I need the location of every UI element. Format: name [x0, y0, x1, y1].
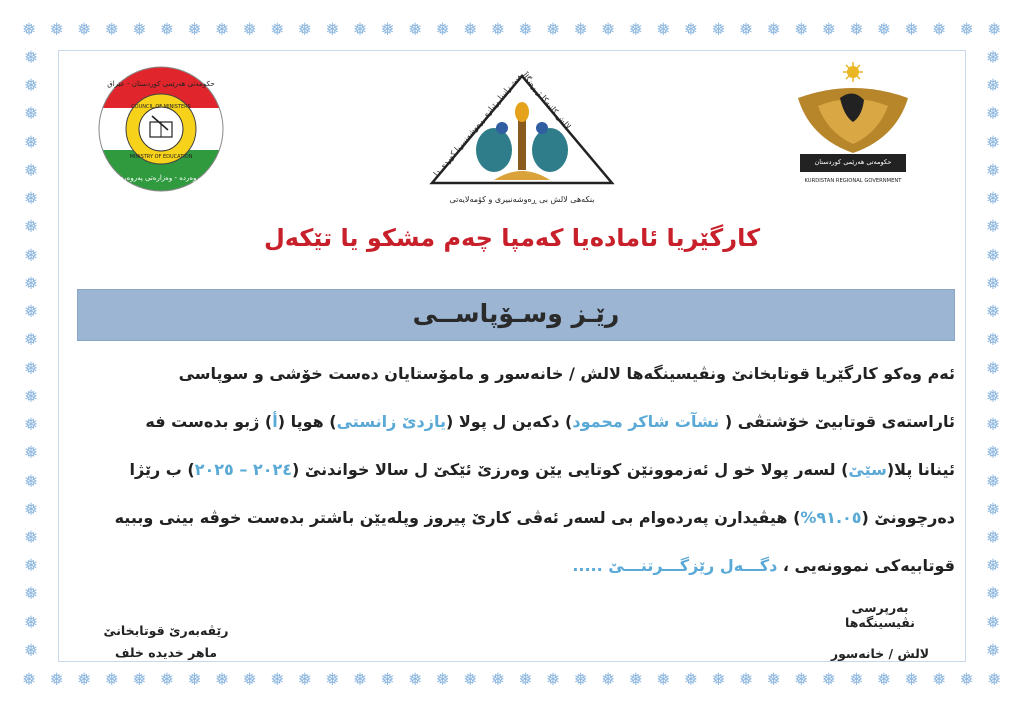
snowflake-ornament-icon: ❅	[683, 670, 699, 690]
snowflake-ornament-icon: ❅	[739, 20, 754, 40]
office-manager-signature	[820, 600, 940, 661]
certificate-title: رێـز وسـۆپاســی	[412, 299, 620, 328]
snowflake-ornament-icon: ❅	[463, 20, 478, 40]
snowflake-ornament-icon: ❅	[132, 20, 147, 40]
snowflake-ornament-icon: ❅	[656, 670, 671, 690]
snowflake-ornament-icon: ❅	[408, 20, 423, 40]
snowflake-ornament-icon: ❅	[408, 670, 423, 690]
snowflake-ornament-icon: ❅	[24, 273, 39, 294]
rank: سێێ	[848, 460, 887, 479]
decorative-border-top	[22, 22, 1002, 39]
snowflake-ornament-icon: ❅	[242, 670, 257, 690]
snowflake-ornament-icon: ❅	[325, 20, 340, 40]
snowflake-ornament-icon: ❅	[683, 20, 699, 40]
class-name: یازدێ زانستی	[336, 412, 446, 431]
snowflake-ornament-icon: ❅	[986, 302, 1001, 323]
snowflake-ornament-icon: ❅	[22, 20, 37, 40]
snowflake-ornament-icon: ❅	[22, 670, 37, 690]
snowflake-ornament-icon: ❅	[821, 20, 837, 40]
snowflake-ornament-icon: ❅	[904, 670, 919, 690]
snowflake-ornament-icon: ❅	[932, 670, 947, 690]
snowflake-ornament-icon: ❅	[986, 584, 1001, 605]
body-line-2-pre: ئاراستەی قوتابیێ خۆشتڤی (	[719, 412, 955, 431]
snowflake-ornament-icon: ❅	[656, 20, 671, 40]
snowflake-ornament-icon: ❅	[24, 443, 39, 464]
snowflake-ornament-icon: ❅	[242, 20, 257, 40]
snowflake-ornament-icon: ❅	[352, 20, 368, 40]
snowflake-ornament-icon: ❅	[159, 20, 175, 40]
snowflake-ornament-icon: ❅	[986, 443, 1001, 464]
body-line-2-post: ) ژبو بدەست فە	[145, 412, 273, 431]
body-line-1: ئەم وەكو كارگێریا قوتابخانێ ونڤیسینگەها لالش / خانەسور و مامۆستایان دەست خۆشی و سوپاسی	[178, 364, 955, 383]
snowflake-ornament-icon: ❅	[986, 527, 1001, 548]
snowflake-ornament-icon: ❅	[987, 670, 1002, 690]
snowflake-ornament-icon: ❅	[463, 670, 478, 690]
certificate-body	[95, 350, 955, 590]
lalish-center-logo	[402, 58, 642, 208]
snowflake-ornament-icon: ❅	[821, 670, 837, 690]
snowflake-ornament-icon: ❅	[932, 20, 947, 40]
snowflake-ornament-icon: ❅	[490, 670, 506, 690]
snowflake-ornament-icon: ❅	[24, 612, 39, 633]
svg-text:بنكەهى لالش بى ڕەوشەنبيرى و كۆ: بنكەهى لالش بى ڕەوشەنبيرى و كۆمەلايەتى	[449, 195, 595, 204]
snowflake-ornament-icon: ❅	[986, 499, 1001, 520]
snowflake-ornament-icon: ❅	[986, 48, 1001, 68]
snowflake-ornament-icon: ❅	[904, 20, 919, 40]
snowflake-ornament-icon: ❅	[77, 20, 92, 40]
body-line-5-text: قوتابیەكی نموونەیی ،	[777, 556, 955, 575]
snowflake-ornament-icon: ❅	[986, 415, 1001, 436]
organization-title: كارگێریا ئامادەیا كەمپا چەم مشكو یا تێكەل	[263, 224, 761, 252]
snowflake-ornament-icon: ❅	[573, 20, 588, 40]
snowflake-ornament-icon: ❅	[518, 20, 533, 40]
office-manager-title: بەرپرسی نڤیسینگەها	[845, 600, 915, 630]
body-line-4-post: ) هیڤیدارن پەردەوام بی لسەر ئەڤی كارێ پیروز وپلەیێن باشتر بدەست خوڤە بینی وببیە	[114, 508, 801, 527]
snowflake-ornament-icon: ❅	[187, 20, 202, 40]
body-line-3-post: ) ب رێژا	[129, 460, 195, 479]
snowflake-ornament-icon: ❅	[959, 670, 974, 690]
snowflake-ornament-icon: ❅	[24, 48, 39, 68]
snowflake-ornament-icon: ❅	[49, 670, 64, 690]
snowflake-ornament-icon: ❅	[986, 330, 1001, 351]
snowflake-ornament-icon: ❅	[794, 670, 809, 690]
snowflake-ornament-icon: ❅	[24, 386, 39, 407]
svg-text:لالش كانیەكا ژ ڕەنگاڵەیێ زانین: لالش كانیەكا ژ ڕەنگاڵەیێ زانینا ڕێبازی ڕەوشەنبیریا كوردی دا	[431, 71, 573, 179]
snowflake-ornament-icon: ❅	[24, 584, 39, 605]
decorative-border-right	[986, 50, 1000, 660]
snowflake-ornament-icon: ❅	[24, 302, 39, 323]
snowflake-ornament-icon: ❅	[24, 415, 39, 436]
snowflake-ornament-icon: ❅	[24, 104, 39, 125]
snowflake-ornament-icon: ❅	[986, 358, 1001, 379]
snowflake-ornament-icon: ❅	[325, 670, 340, 690]
body-line-3	[95, 446, 955, 494]
snowflake-ornament-icon: ❅	[628, 20, 643, 40]
snowflake-ornament-icon: ❅	[849, 670, 864, 690]
snowflake-ornament-icon: ❅	[490, 20, 506, 40]
body-line-2	[95, 398, 955, 446]
svg-text:MINISTRY OF EDUCATION: MINISTRY OF EDUCATION	[129, 154, 193, 160]
krg-emblem-logo	[778, 58, 928, 198]
snowflake-ornament-icon: ❅	[959, 20, 974, 40]
snowflake-ornament-icon: ❅	[380, 20, 395, 40]
snowflake-ornament-icon: ❅	[24, 640, 39, 661]
snowflake-ornament-icon: ❅	[215, 20, 230, 40]
snowflake-ornament-icon: ❅	[24, 189, 39, 210]
office-location: لالش / خانەسور	[830, 646, 930, 661]
section-letter: أ	[272, 412, 278, 431]
snowflake-ornament-icon: ❅	[986, 189, 1001, 210]
snowflake-ornament-icon: ❅	[986, 556, 1001, 577]
body-line-2-mid2: ) هوپا (	[277, 412, 337, 431]
snowflake-ornament-icon: ❅	[739, 670, 754, 690]
snowflake-ornament-icon: ❅	[24, 132, 39, 153]
snowflake-ornament-icon: ❅	[986, 160, 1001, 181]
snowflake-ornament-icon: ❅	[24, 160, 39, 181]
snowflake-ornament-icon: ❅	[986, 640, 1001, 661]
body-line-3-mid: ) لسەر پولا خو ل ئەزموونێن كوتایی یێن وەرزێ ئێكێ ل سالا خواندنێ (	[292, 460, 849, 479]
snowflake-ornament-icon: ❅	[297, 20, 313, 40]
snowflake-ornament-icon: ❅	[24, 358, 39, 379]
svg-text:KURDISTAN REGIONAL GOVERNMENT: KURDISTAN REGIONAL GOVERNMENT	[804, 178, 902, 184]
snowflake-ornament-icon: ❅	[270, 20, 285, 40]
snowflake-ornament-icon: ❅	[187, 670, 202, 690]
snowflake-ornament-icon: ❅	[24, 556, 39, 577]
ministry-of-education-logo	[92, 64, 230, 194]
snowflake-ornament-icon: ❅	[986, 132, 1001, 153]
title-banner	[77, 289, 955, 341]
snowflake-ornament-icon: ❅	[876, 20, 892, 40]
snowflake-ornament-icon: ❅	[601, 670, 616, 690]
snowflake-ornament-icon: ❅	[24, 76, 39, 97]
snowflake-ornament-icon: ❅	[711, 670, 726, 690]
snowflake-ornament-icon: ❅	[986, 471, 1001, 492]
snowflake-ornament-icon: ❅	[986, 612, 1001, 633]
snowflake-ornament-icon: ❅	[876, 670, 892, 690]
snowflake-ornament-icon: ❅	[986, 386, 1001, 407]
snowflake-ornament-icon: ❅	[794, 20, 809, 40]
body-line-4	[95, 494, 955, 542]
body-line-5	[95, 542, 955, 590]
snowflake-ornament-icon: ❅	[132, 670, 147, 690]
snowflake-ornament-icon: ❅	[986, 217, 1001, 238]
snowflake-ornament-icon: ❅	[573, 670, 588, 690]
snowflake-ornament-icon: ❅	[77, 670, 92, 690]
principal-signature	[96, 620, 236, 664]
snowflake-ornament-icon: ❅	[545, 20, 561, 40]
snowflake-ornament-icon: ❅	[435, 670, 450, 690]
snowflake-ornament-icon: ❅	[104, 20, 119, 40]
svg-text:COUNCIL OF MINISTERS: COUNCIL OF MINISTERS	[131, 104, 191, 110]
snowflake-ornament-icon: ❅	[215, 670, 230, 690]
snowflake-ornament-icon: ❅	[766, 670, 781, 690]
snowflake-ornament-icon: ❅	[270, 670, 285, 690]
snowflake-ornament-icon: ❅	[352, 670, 368, 690]
snowflake-ornament-icon: ❅	[987, 20, 1002, 40]
body-line-4-pre: دەرچوونێ (	[861, 508, 955, 527]
academic-year: ٢٠٢٤ – ٢٠٢٥	[194, 460, 292, 479]
decorative-border-bottom	[22, 672, 1002, 689]
snowflake-ornament-icon: ❅	[986, 245, 1001, 266]
snowflake-ornament-icon: ❅	[24, 217, 39, 238]
snowflake-ornament-icon: ❅	[601, 20, 616, 40]
snowflake-ornament-icon: ❅	[518, 670, 533, 690]
snowflake-ornament-icon: ❅	[380, 670, 395, 690]
snowflake-ornament-icon: ❅	[24, 527, 39, 548]
snowflake-ornament-icon: ❅	[49, 20, 64, 40]
body-line-3-pre: ئینانا پلا(	[886, 460, 955, 479]
svg-text:حکومەتی هەرێمی کوردستان: حکومەتی هەرێمی کوردستان	[814, 158, 892, 166]
snowflake-ornament-icon: ❅	[766, 20, 781, 40]
pass-percentage: ٩١.٠٥%	[800, 508, 862, 527]
snowflake-ornament-icon: ❅	[986, 104, 1001, 125]
decorative-border-left	[24, 50, 38, 660]
snowflake-ornament-icon: ❅	[24, 330, 39, 351]
student-name: نشآت شاكر محمود	[572, 412, 720, 431]
snowflake-ornament-icon: ❅	[986, 76, 1001, 97]
svg-text:پەروەردە - وەزارەتی پەروەردە: پەروەردە - وەزارەتی پەروەردە	[116, 174, 206, 182]
snowflake-ornament-icon: ❅	[849, 20, 864, 40]
principal-title: رێڤەبەرێ قوتابخانێ	[103, 623, 229, 638]
snowflake-ornament-icon: ❅	[104, 670, 119, 690]
closing-greeting: دگـــەل رێزگـــرتنـــێ .....	[572, 556, 778, 575]
snowflake-ornament-icon: ❅	[711, 20, 726, 40]
snowflake-ornament-icon: ❅	[24, 245, 39, 266]
svg-text:حكومەتی هەرێمی كوردستان - عێرا: حكومەتی هەرێمی كوردستان - عێراق	[107, 80, 215, 88]
snowflake-ornament-icon: ❅	[435, 20, 450, 40]
snowflake-ornament-icon: ❅	[159, 670, 175, 690]
principal-name: ماهر خدیدە خلف	[114, 645, 218, 660]
snowflake-ornament-icon: ❅	[24, 471, 39, 492]
snowflake-ornament-icon: ❅	[628, 670, 643, 690]
snowflake-ornament-icon: ❅	[297, 670, 313, 690]
snowflake-ornament-icon: ❅	[986, 273, 1001, 294]
snowflake-ornament-icon: ❅	[24, 499, 39, 520]
snowflake-ornament-icon: ❅	[545, 670, 561, 690]
body-line-2-mid: ) دكەین ل پولا (	[445, 412, 573, 431]
